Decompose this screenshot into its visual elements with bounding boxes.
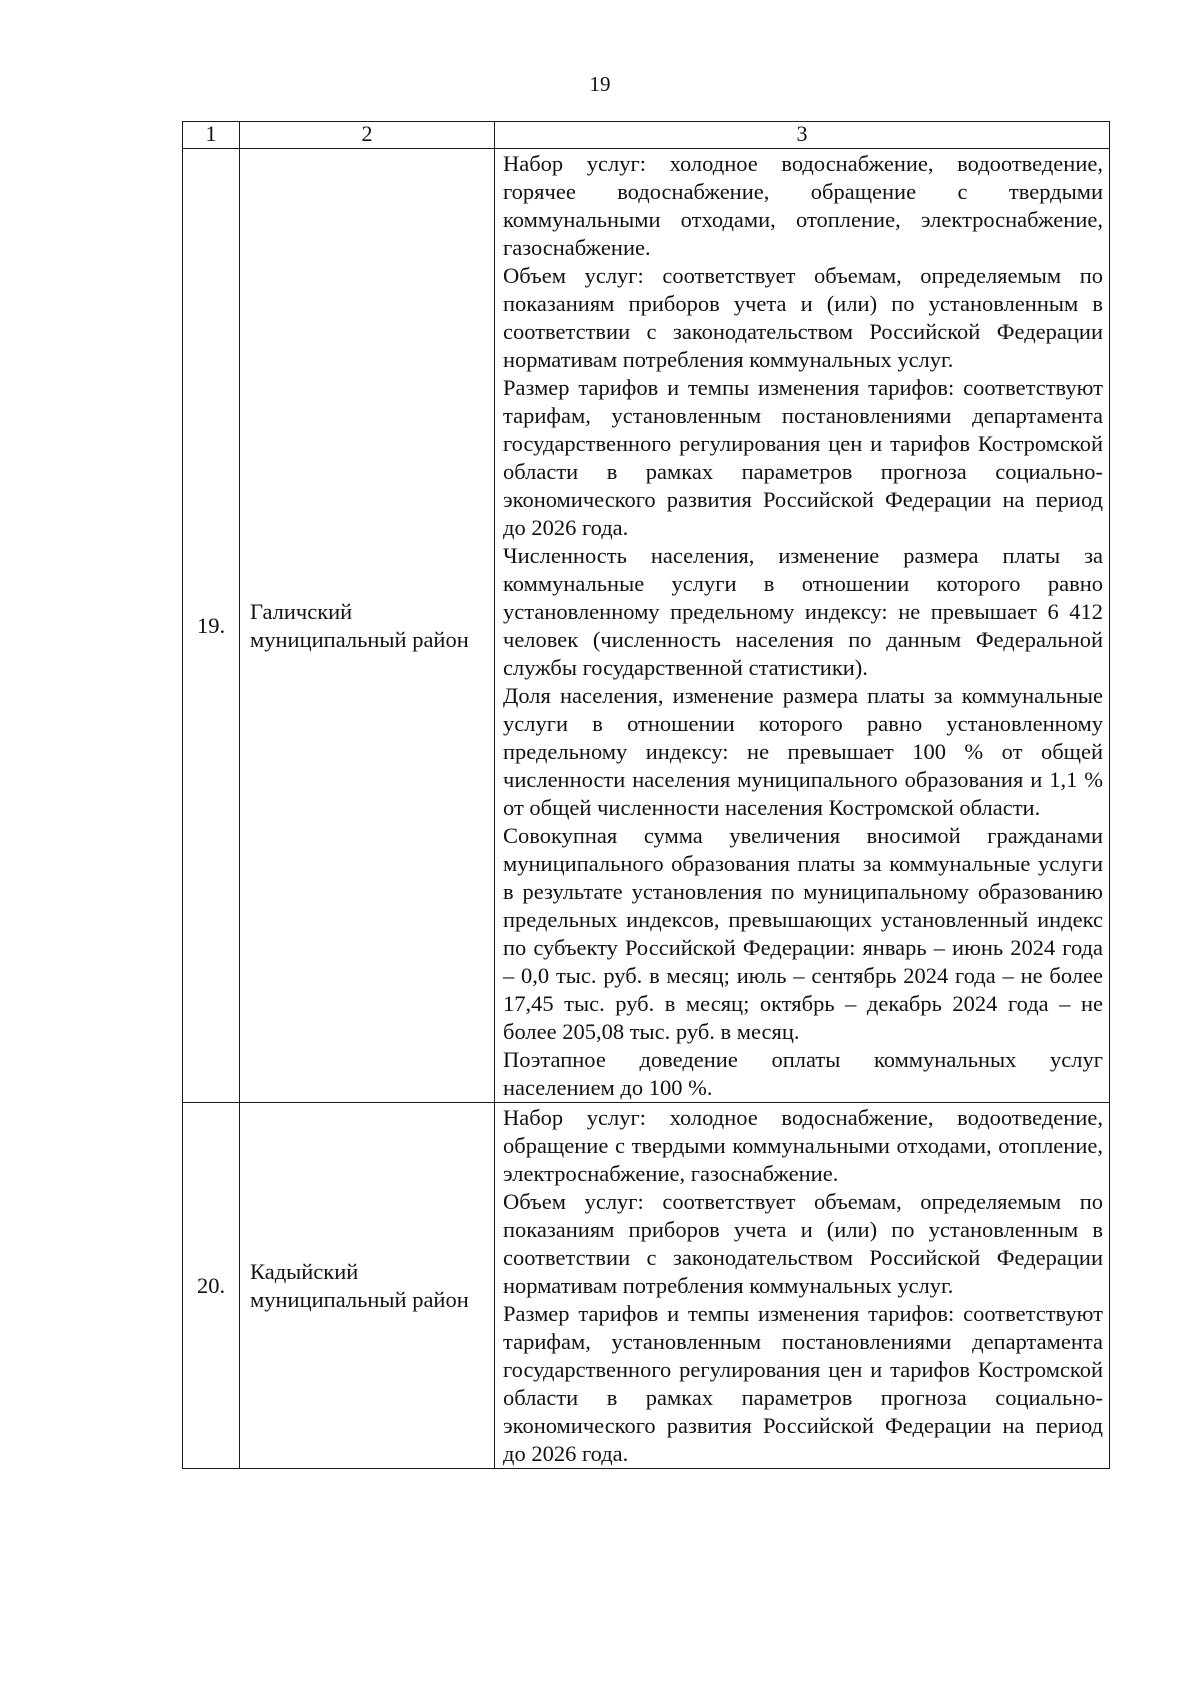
table-row-20 (183, 1103, 1110, 1469)
services-description (495, 149, 1110, 1103)
column-header-2: 2 (240, 122, 495, 149)
description-paragraph: Доля населения, изменение размера платы за коммунальные услуги в отношении которого равно установленному предельному индексу: не превышает 100 % от общей численности населения муниципального образования и 1,1 % от общей численности населения Костромской области. (503, 683, 1103, 820)
municipality-name: Галичский муниципальный район (240, 149, 495, 1103)
description-paragraph: Объем услуг: соответствует объемам, определяемым по показаниям приборов учета и (или) по установленным в соответствии с законодательством Российской Федерации нормативам потребления коммунальных услуг. (503, 1189, 1103, 1298)
description-paragraph: Поэтапное доведение оплаты коммунальных услуг населением до 100 %. (503, 1047, 1103, 1100)
table-header-row (183, 122, 1110, 149)
description-paragraph: Размер тарифов и темпы изменения тарифов: соответствуют тарифам, установленным постановлениями департамента государственного регулирования цен и тарифов Костромской области в рамках параметров прогноза социально-экономического развития Российской Федерации на период до 2026 года. (503, 375, 1103, 540)
description-paragraph: Размер тарифов и темпы изменения тарифов: соответствуют тарифам, установленным постановлениями департамента государственного регулирования цен и тарифов Костромской области в рамках параметров прогноза социально-экономического развития Российской Федерации на период до 2026 года. (503, 1301, 1103, 1466)
row-number: 19. (183, 149, 240, 1103)
description-paragraph: Набор услуг: холодное водоснабжение, водоотведение, горячее водоснабжение, обращение с твердыми коммунальными отходами, отопление, электроснабжение, газоснабжение. (503, 151, 1103, 260)
row-number: 20. (183, 1103, 240, 1469)
services-description (495, 1103, 1110, 1469)
column-header-3: 3 (495, 122, 1110, 149)
description-paragraph: Набор услуг: холодное водоснабжение, водоотведение, обращение с твердыми коммунальными отходами, отопление, электроснабжение, газоснабжение. (503, 1105, 1103, 1186)
column-header-1: 1 (183, 122, 240, 149)
description-paragraph: Объем услуг: соответствует объемам, определяемым по показаниям приборов учета и (или) по установленным в соответствии с законодательством Российской Федерации нормативам потребления коммунальных услуг. (503, 263, 1103, 372)
municipal-services-table (182, 121, 1110, 1469)
municipality-name: Кадыйский муниципальный район (240, 1103, 495, 1469)
description-paragraph: Совокупная сумма увеличения вносимой гражданами муниципального образования платы за коммунальные услуги в результате установления по муниципальному образованию предельных индексов, превышающих установленный индекс по субъекту Российской Федерации: январь – июнь 2024 года – 0,0 тыс. руб. в месяц; июль – сентябрь 2024 года – не более 17,45 тыс. руб. в месяц; октябрь – декабрь 2024 года – не более 205,08 тыс. руб. в месяц. (503, 823, 1103, 1044)
table-row-19 (183, 149, 1110, 1103)
description-paragraph: Численность населения, изменение размера платы за коммунальные услуги в отношении которого равно установленному предельному индексу: не превышает 6 412 человек (численность населения по данным Федеральной службы государственной статистики). (503, 543, 1103, 680)
page-number: 19 (589, 72, 611, 96)
